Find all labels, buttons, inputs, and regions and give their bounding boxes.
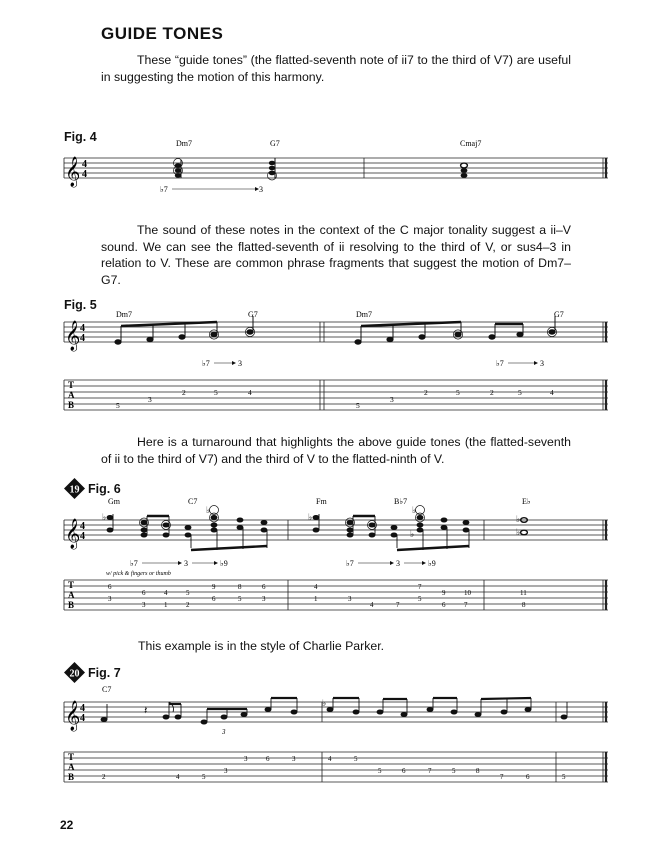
- paragraph-intro: These “guide tones” (the flatted-seventh note of ii7 to the third of V7) are useful in suggesting the motion of this harmony.: [101, 53, 571, 84]
- tab-letter: T: [68, 580, 75, 590]
- svg-text:♭: ♭: [322, 698, 327, 708]
- tab-number: 4: [550, 388, 554, 397]
- annotation: ♭7: [202, 359, 210, 368]
- chord-symbol: Gm: [108, 497, 120, 506]
- tab-letter: B: [68, 600, 75, 610]
- tab-number: 4: [164, 589, 168, 597]
- chord-symbol: C7: [188, 497, 198, 506]
- svg-text:♭: ♭: [410, 529, 415, 539]
- paragraph-turnaround: Here is a turnaround that highlights the above guide tones (the flatted-seventh of ii to the third of V7) and the third of V to the flatted-ninth of V.: [101, 435, 571, 466]
- page-number: 22: [60, 818, 74, 832]
- chord-notes: [174, 158, 468, 180]
- tab-number: 6: [108, 583, 112, 591]
- tab-number: 5: [452, 767, 456, 775]
- annotation: ♭9: [428, 559, 436, 568]
- tab-number: 6: [262, 583, 266, 591]
- tab-number: 3: [108, 595, 112, 603]
- annotation: 3: [184, 559, 188, 568]
- svg-text:♭: ♭: [308, 512, 313, 522]
- fig7-label: Fig. 7: [88, 666, 121, 680]
- tab-number: 7: [500, 773, 504, 781]
- svg-text:♭: ♭: [206, 505, 211, 515]
- paragraph-parker: This example is in the style of Charlie Parker.: [138, 639, 385, 653]
- treble-clef-icon: 𝄞: [65, 321, 81, 350]
- chord-symbol: B♭7: [394, 497, 408, 506]
- annotation: ♭7: [346, 559, 354, 568]
- tab-number: 6: [526, 773, 530, 781]
- tab-number: 3: [148, 395, 152, 404]
- chord-symbol: C7: [102, 685, 112, 694]
- tab-letter: T: [68, 752, 75, 762]
- triplet-mark: 3: [222, 728, 226, 736]
- time-signature-bottom: 4: [82, 169, 87, 180]
- fig7-notation: [60, 680, 612, 786]
- annotation: 3: [540, 359, 544, 368]
- tab-number: 5: [456, 388, 460, 397]
- chord-symbol: G7: [248, 310, 258, 319]
- annotation: 3: [396, 559, 400, 568]
- time-signature-top: 4: [80, 521, 85, 532]
- tab-number: 9: [212, 583, 216, 591]
- staff-lines: [64, 158, 608, 178]
- tab-number: 4: [328, 755, 332, 763]
- tab-number: 2: [182, 388, 186, 397]
- tab-number: 1: [314, 595, 318, 603]
- treble-clef-icon: 𝄞: [65, 519, 81, 548]
- time-signature-top: 4: [80, 323, 85, 334]
- tab-number: 3: [292, 755, 296, 763]
- tab-number: 5: [238, 595, 242, 603]
- fig6-notation: [60, 494, 612, 614]
- fig6-label: Fig. 6: [88, 482, 121, 496]
- annotation: 3: [238, 359, 242, 368]
- tab-number: 4: [370, 601, 374, 609]
- tab-number: 8: [476, 767, 480, 775]
- tab-number: 2: [102, 773, 106, 781]
- tab-number: 5: [356, 401, 360, 410]
- tab-number: 6: [142, 589, 146, 597]
- tab-number: 5: [518, 388, 522, 397]
- tab-number: 2: [186, 601, 190, 609]
- chord-symbol: G7: [270, 139, 280, 148]
- tab-number: 5: [354, 755, 358, 763]
- tab-letter: A: [68, 590, 75, 600]
- tab-number: 7: [396, 601, 400, 609]
- track-number: 20: [69, 668, 80, 680]
- chord-symbol: Cmaj7: [460, 139, 482, 148]
- tab-letter: A: [68, 390, 75, 400]
- annotation: ♭7: [160, 185, 168, 194]
- tab-number: 8: [238, 583, 242, 591]
- tab-number: 3: [224, 767, 228, 775]
- annotation: ♭7: [130, 559, 138, 568]
- tab-number: 5: [186, 589, 190, 597]
- tab-number: 5: [202, 773, 206, 781]
- time-signature-top: 4: [82, 159, 87, 170]
- tab-number: 9: [442, 589, 446, 597]
- tab-number: 1: [164, 601, 168, 609]
- track-number: 19: [69, 484, 80, 496]
- tab-number: 5: [378, 767, 382, 775]
- tab-number: 6: [442, 601, 446, 609]
- time-signature-bottom: 4: [80, 531, 85, 542]
- annotation: ♭7: [496, 359, 504, 368]
- chord-symbol: Fm: [316, 497, 327, 506]
- tab-letter: B: [68, 400, 75, 410]
- chord-symbol: E♭: [522, 497, 531, 506]
- chord-symbol: Dm7: [116, 310, 132, 319]
- tab-number: 2: [424, 388, 428, 397]
- tab-number: 6: [266, 755, 270, 763]
- tab-number: 7: [418, 583, 422, 591]
- tab-number: 3: [348, 595, 352, 603]
- tab-number: 8: [522, 601, 526, 609]
- tab-number: 4: [176, 773, 180, 781]
- annotation: ♭9: [220, 559, 228, 568]
- tab-letter: B: [68, 772, 75, 782]
- time-signature-bottom: 4: [80, 333, 85, 344]
- annotation: 3: [259, 185, 263, 194]
- tab-number: 6: [212, 595, 216, 603]
- fig4-notation: [60, 134, 612, 200]
- tab-number: 6: [402, 767, 406, 775]
- tab-number: 5: [116, 401, 120, 410]
- tab-number: 3: [244, 755, 248, 763]
- fig5-notation: [60, 302, 612, 418]
- chord-symbol: G7: [554, 310, 564, 319]
- tab-number: 5: [214, 388, 218, 397]
- tab-number: 3: [142, 601, 146, 609]
- treble-clef-icon: 𝄞: [65, 701, 81, 730]
- tab-number: 7: [464, 601, 468, 609]
- svg-text:♭: ♭: [516, 527, 521, 537]
- tab-number: 11: [520, 589, 527, 597]
- fig5-label: Fig. 5: [64, 298, 97, 312]
- page-title: GUIDE TONES: [101, 24, 224, 43]
- fig4-label: Fig. 4: [64, 130, 97, 144]
- tab-number: 4: [248, 388, 252, 397]
- tab-number: 5: [418, 595, 422, 603]
- tab-number: 7: [428, 767, 432, 775]
- tab-number: 5: [562, 773, 566, 781]
- treble-clef-icon: 𝄞: [65, 157, 81, 186]
- tab-letter: T: [68, 380, 75, 390]
- svg-text:♭: ♭: [516, 514, 521, 524]
- tab-number: 4: [314, 583, 318, 591]
- paragraph-sound: The sound of these notes in the context of the C major tonality suggest a ii–V sound. We can see the flatted-seventh of ii resolving to the third of V, or sus4–3 in relation to V. These are common phrase fragments that suggest the motion of Dm7–G7.: [101, 223, 571, 287]
- technique-note: w/ pick & fingers or thumb: [106, 571, 171, 577]
- time-signature-bottom: 4: [80, 713, 85, 724]
- chord-symbol: Dm7: [176, 139, 192, 148]
- chord-symbol: Dm7: [356, 310, 372, 319]
- svg-text:♭: ♭: [102, 512, 107, 522]
- tab-number: 10: [464, 589, 471, 597]
- tab-letter: A: [68, 762, 75, 772]
- svg-text:𝄽: 𝄽: [144, 705, 148, 717]
- tab-number: 3: [262, 595, 266, 603]
- tab-number: 3: [390, 395, 394, 404]
- svg-text:♭: ♭: [412, 505, 417, 515]
- time-signature-top: 4: [80, 703, 85, 714]
- tab-number: 2: [490, 388, 494, 397]
